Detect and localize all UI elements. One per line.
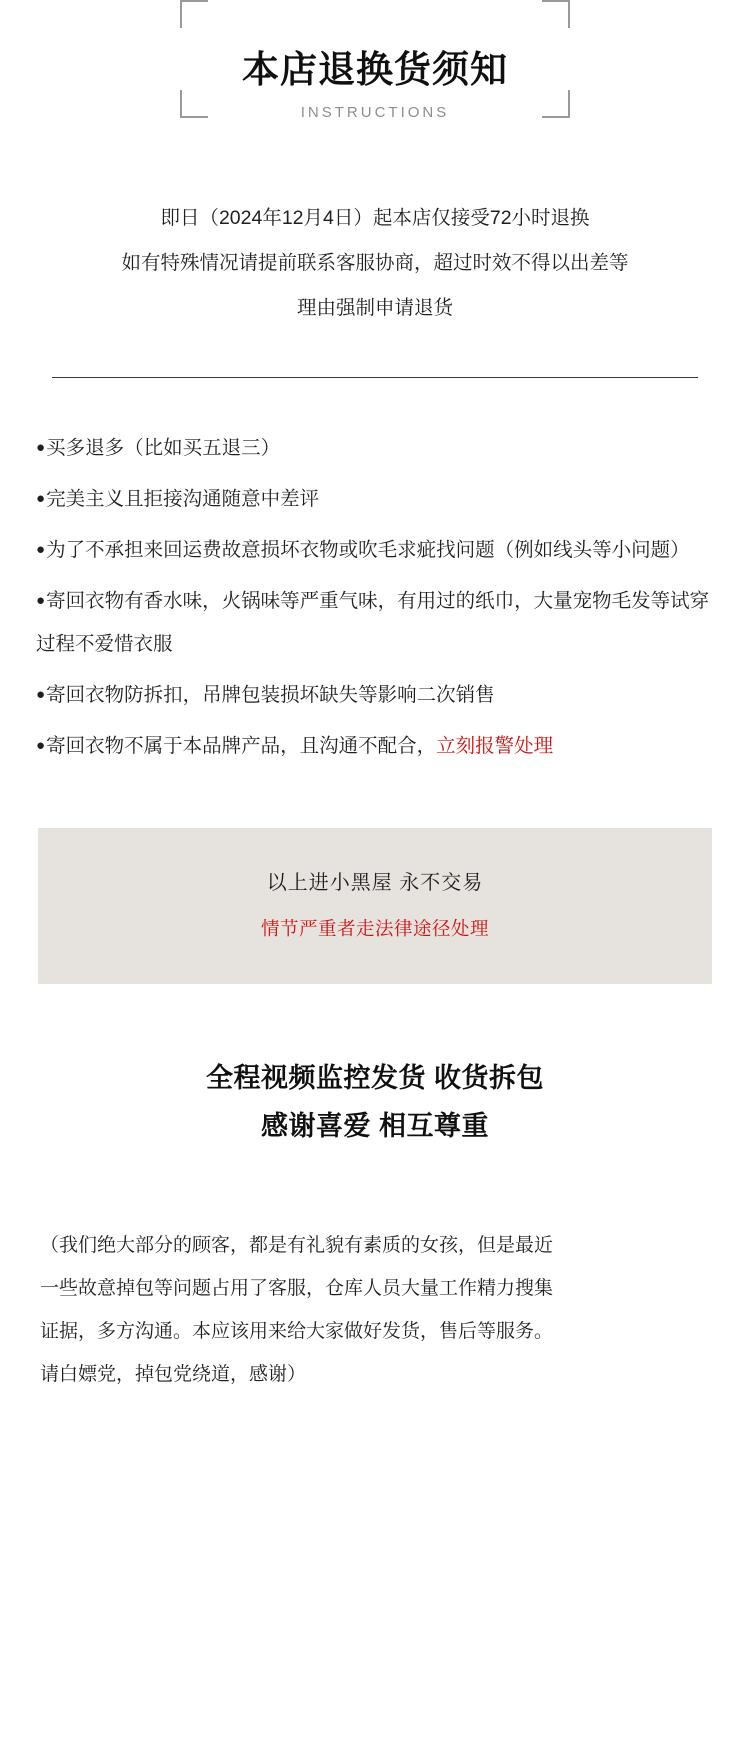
statement-line-1: 全程视频监控发货 收货拆包 [205,1063,544,1093]
footnote-line-1: （我们绝大部分的顾客，都是有礼貌有素质的女孩，但是最近 [40,1235,554,1256]
corner-bracket-top-right-icon [542,0,570,28]
bullet-icon: ● [36,686,46,703]
intro-line-3: 理由强制申请退货 [296,297,453,319]
bullet-icon: ● [36,592,46,609]
list-item [36,579,714,666]
page-subtitle: INSTRUCTIONS [300,104,450,122]
list-item-alert-text: 立刻报警处理 [436,735,554,757]
list-item-text: 完美主义且拒接沟通随意中差评 [46,488,320,510]
list-item-text: 寄回衣物防拆扣，吊牌包装损坏缺失等影响二次销售 [46,684,495,706]
list-item [36,673,714,717]
intro-paragraph [56,196,694,331]
corner-bracket-bottom-right-icon [542,90,570,118]
intro-line-1: 即日（2024年12月4日）起本店仅接受72小时退换 [160,207,590,229]
list-item-text: 寄回衣物不属于本品牌产品，且沟通不配合， [46,735,437,757]
page-header [180,0,570,122]
page-title: 本店退换货须知 [242,49,508,90]
list-item [36,528,714,572]
corner-bracket-top-left-icon [180,0,208,28]
notice-box [38,828,712,984]
statement-line-2: 感谢喜爱 相互尊重 [260,1111,489,1141]
rules-list [36,426,714,768]
bullet-icon: ● [36,490,46,507]
footnote-line-3: 证据，多方沟通。本应该用来给大家做好发货，售后等服务。 [40,1321,554,1342]
statement-block [0,1054,750,1150]
list-item-text: 买多退多（比如买五退三） [46,437,281,459]
list-item [36,426,714,470]
list-item [36,724,714,768]
intro-line-2: 如有特殊情况请提前联系客服协商，超过时效不得以出差等 [121,252,629,274]
footnote-line-4: 请白嫖党，掉包党绕道，感谢） [40,1364,307,1385]
footnote-line-2: 一些故意掉包等问题占用了客服，仓库人员大量工作精力搜集 [40,1278,554,1299]
notice-alert-text: 情节严重者走法律途径处理 [260,918,489,939]
bullet-icon: ● [36,541,46,558]
list-item [36,477,714,521]
footnote-paragraph [40,1224,710,1396]
corner-bracket-bottom-left-icon [180,90,208,118]
notice-primary-text: 以上进小黑屋 永不交易 [266,872,484,894]
bullet-icon: ● [36,737,46,754]
bullet-icon: ● [36,439,46,456]
list-item-text: 为了不承担来回运费故意损坏衣物或吹毛求疵找问题（例如线头等小问题） [46,539,690,561]
section-divider [52,377,698,378]
list-item-text: 寄回衣物有香水味，火锅味等严重气味，有用过的纸巾，大量宠物毛发等试穿过程不爱惜衣服 [36,590,710,655]
